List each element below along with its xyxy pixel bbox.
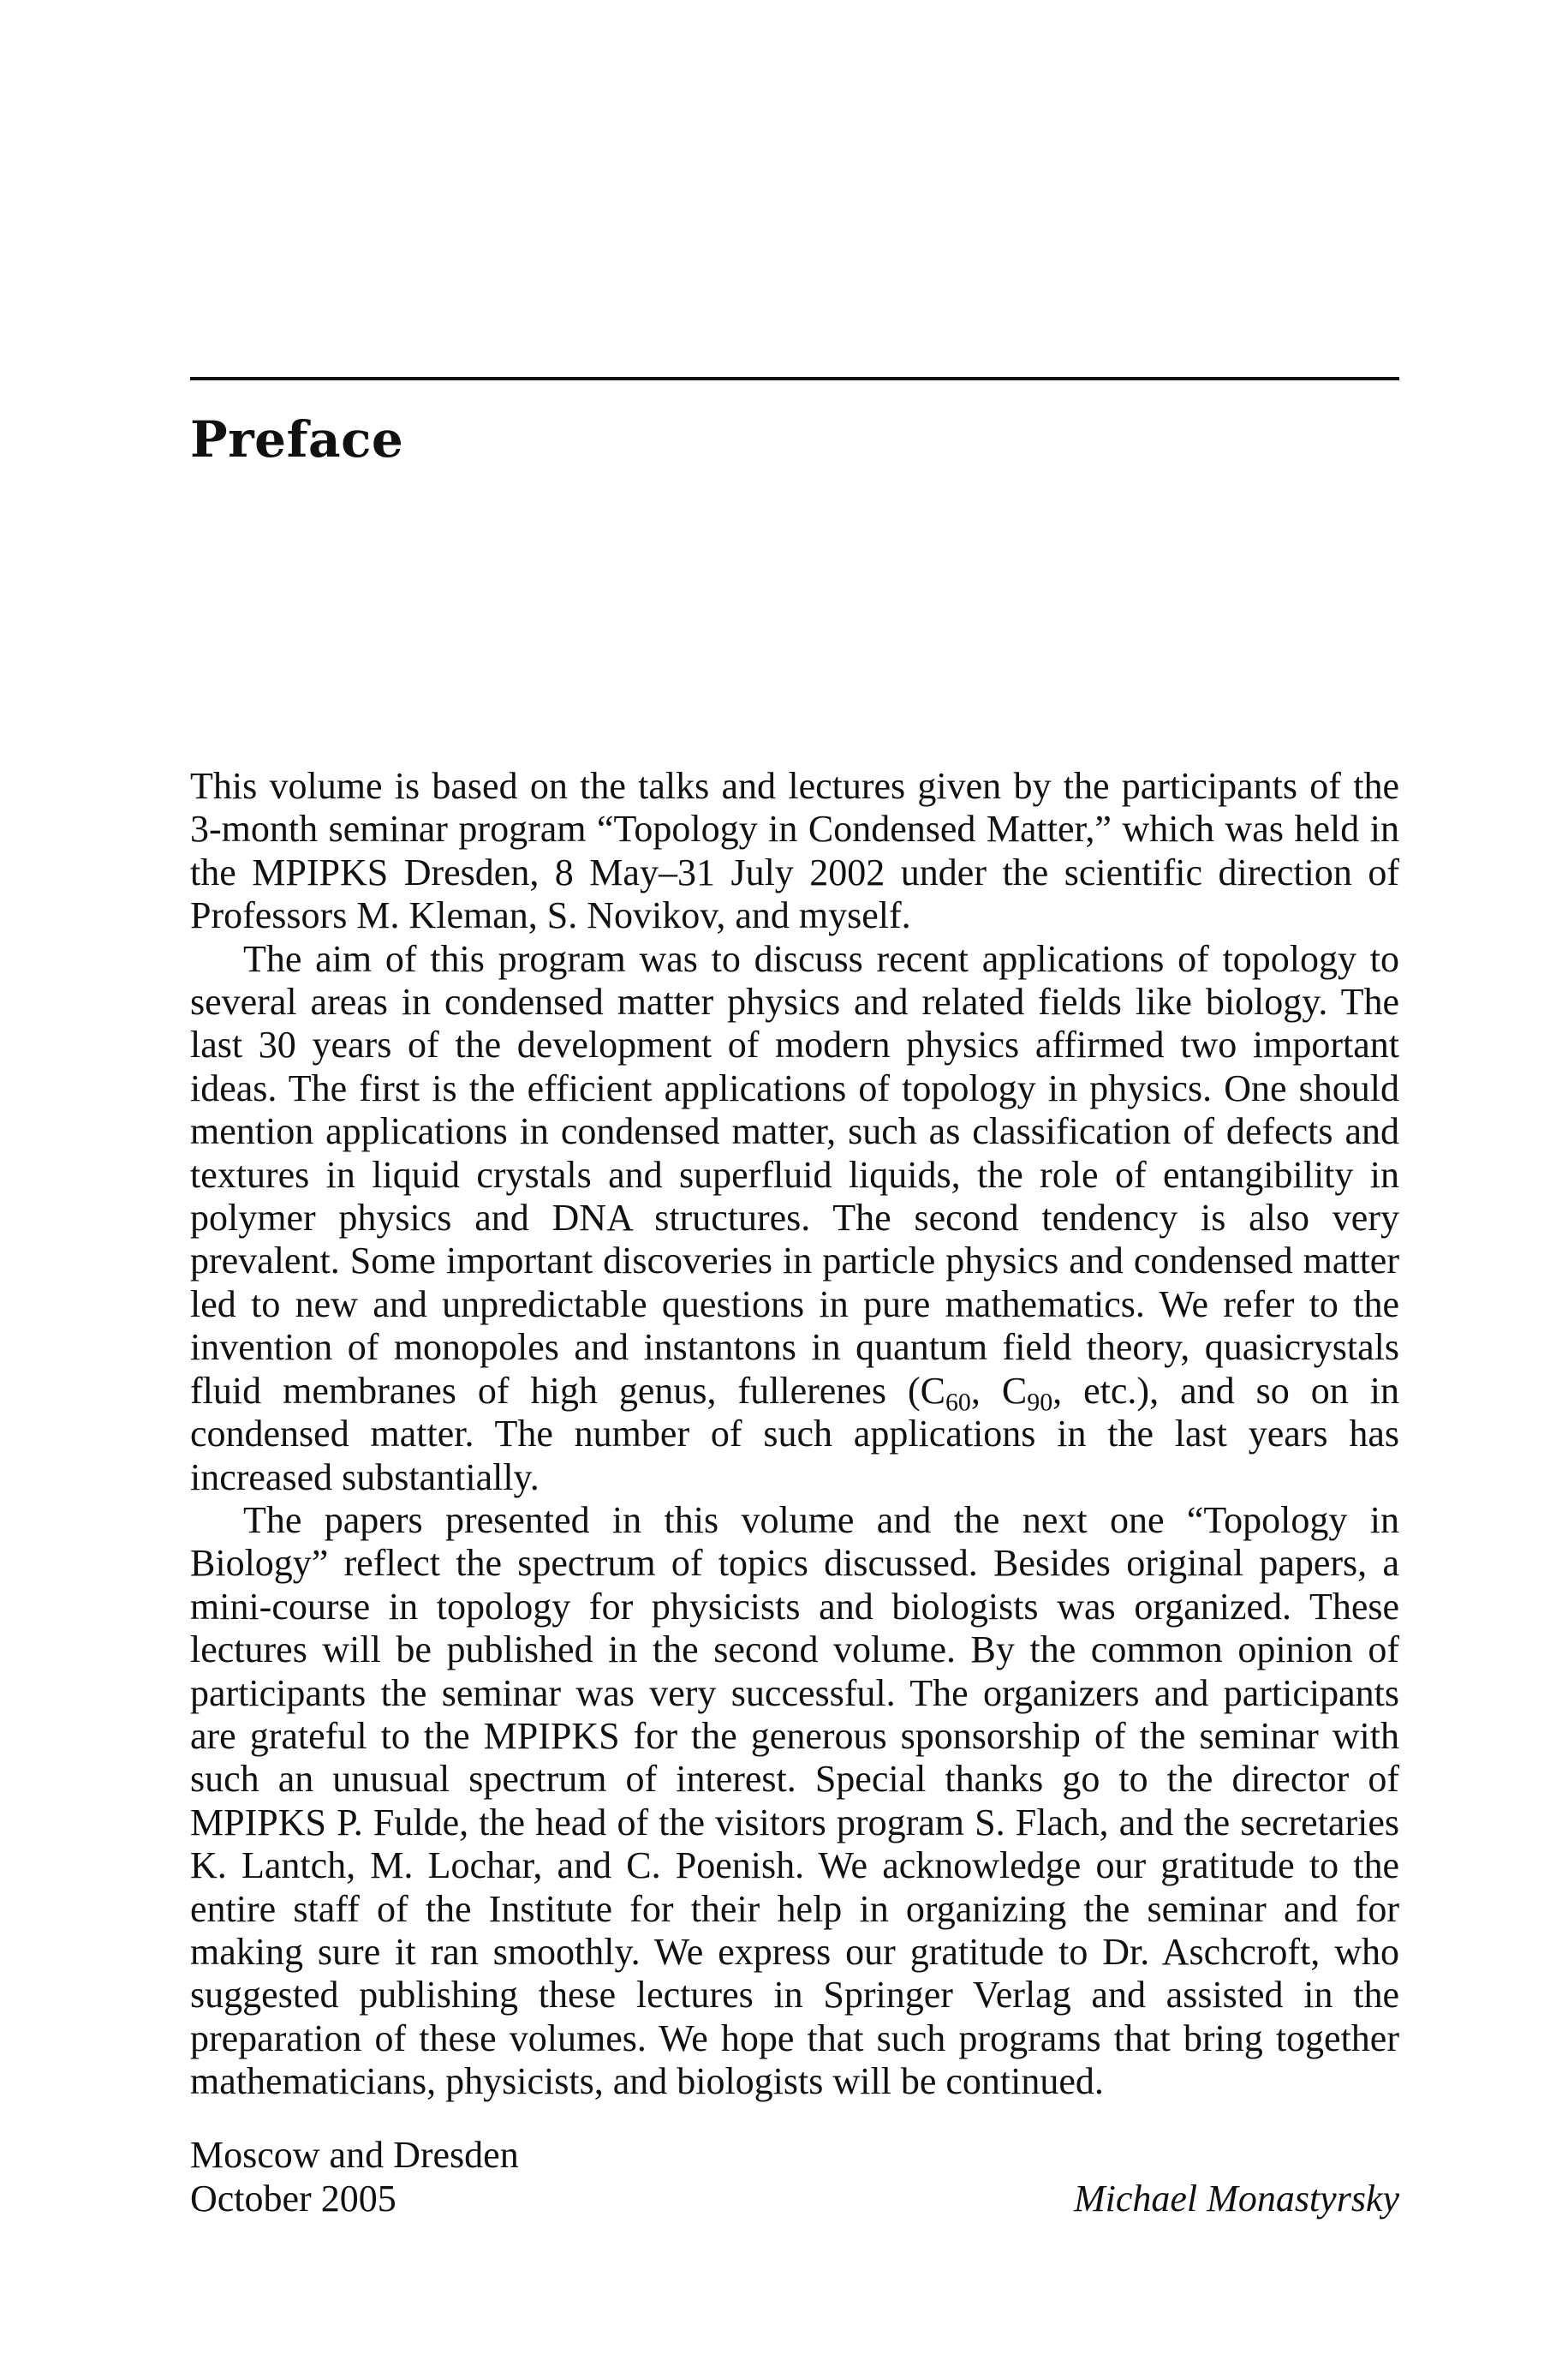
paragraph-2-text-between: , C — [970, 1369, 1028, 1412]
chapter-title: Preface — [190, 410, 404, 469]
chapter-rule — [190, 377, 1399, 380]
c90-subscript: 90 — [1027, 1388, 1053, 1417]
signature-date-row — [190, 2177, 1399, 2220]
signature-author: Michael Monastyrsky — [1074, 2178, 1399, 2220]
signature-date: October 2005 — [190, 2178, 396, 2220]
paragraph-3: The papers presented in this volume and the next one “Topology in Biology” reflect the spectrum of topics discussed. Besides original papers, a mini-course in topology for physicists and biologists was organized. These lectures will be published in the second volume. By the common opinion of participants the seminar was very successful. The organizers and participants are grateful to the MPIPKS for the generous sponsorship of the seminar with such an unusual spectrum of interest. Special thanks go to the director of MPIPKS P. Fulde, the head of the visitors program S. Flach, and the secretaries K. Lantch, M. Lochar, and C. Poenish. We acknowledge our gratitude to the entire staff of the Institute for their help in organizing the seminar and for making sure it ran smoothly. We express our gratitude to Dr. Aschcroft, who suggested publishing these lectures in Springer Verlag and assisted in the preparation of these volumes. We hope that such programs that bring together mathematicians, physicists, and biologists will be continued. — [190, 1498, 1399, 2103]
paragraph-2 — [190, 938, 1399, 1499]
paragraph-2-text-start: The aim of this program was to discuss recent applications of topology to several areas in condensed matter physics and related fields like biology. The last 30 years of the development of modern physics affirmed two important ideas. The first is the efficient applications of topology in physics. One should mention applications in condensed matter, such as classification of defects and textures in liquid crystals and superfluid liquids, the role of entangibility in polymer physics and DNA structures. The second tendency is also very prevalent. Some important discoveries in particle physics and condensed matter led to new and unpredictable questions in pure mathematics. We refer to the invention of monopoles and instantons in quantum field theory, quasicrystals fluid membranes of high genus, fullerenes (C — [190, 937, 1399, 1412]
paragraph-2-text-end: , etc.), and so on in condensed matter. The number of such applications in the last years has increased substantially. — [190, 1369, 1399, 1498]
signature-block — [190, 2133, 1399, 2220]
c60-subscript: 60 — [945, 1388, 971, 1417]
paragraph-1: This volume is based on the talks and lectures given by the participants of the 3-month seminar program “Topology in Condensed Matter,” which was held in the MPIPKS Dresden, 8 May–31 July 2002 under the scientific direction of Professors M. Kleman, S. Novikov, and myself. — [190, 765, 1399, 937]
preface-body — [190, 765, 1399, 2104]
signature-place: Moscow and Dresden — [190, 2134, 519, 2176]
